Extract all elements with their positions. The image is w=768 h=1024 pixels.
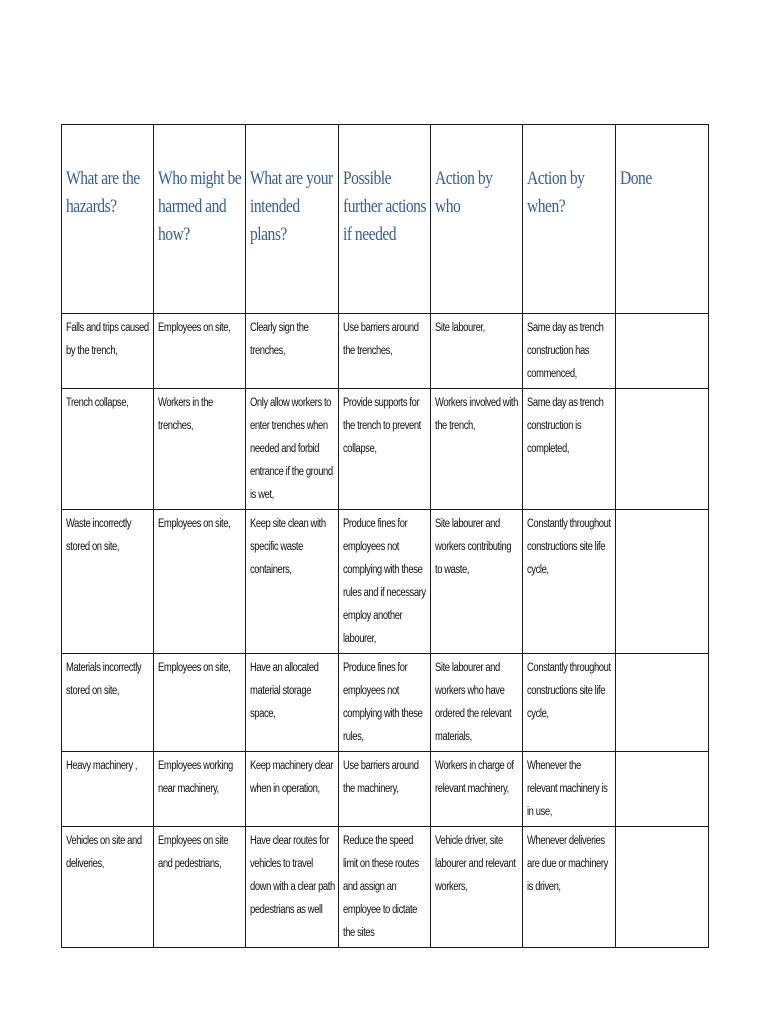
cell-hazard: Vehicles on site and deliveries, (62, 827, 154, 948)
cell-further-action: Produce fines for employees not complying with these rules and if necessary employ another labourer, (339, 510, 431, 654)
cell-action-by: Site labourer and workers who have ordered the relevant materials, (431, 654, 523, 752)
cell-hazard: Falls and trips caused by the trench, (62, 314, 154, 389)
table-row (62, 314, 709, 389)
cell-done (616, 389, 709, 510)
table-row (62, 510, 709, 654)
cell-plan: Keep site clean with specific waste containers, (246, 510, 339, 654)
cell-action-when: Same day as trench construction is completed, (523, 389, 616, 510)
cell-done (616, 314, 709, 389)
cell-further-action: Use barriers around the trenches, (339, 314, 431, 389)
cell-further-action: Produce fines for employees not complying with these rules, (339, 654, 431, 752)
cell-who: Employees on site and pedestrians, (154, 827, 246, 948)
cell-hazard: Trench collapse, (62, 389, 154, 510)
cell-plan: Have an allocated material storage space, (246, 654, 339, 752)
header-done: Done (616, 125, 709, 314)
cell-plan: Have clear routes for vehicles to travel down with a clear path pedestrians as well (246, 827, 339, 948)
cell-done (616, 827, 709, 948)
cell-who: Employees on site, (154, 314, 246, 389)
header-action-by-when: Action by when? (523, 125, 616, 314)
cell-plan: Clearly sign the trenches, (246, 314, 339, 389)
cell-action-when: Constantly throughout constructions site life cycle, (523, 654, 616, 752)
cell-done (616, 654, 709, 752)
cell-action-by: Vehicle driver, site labourer and relevant workers, (431, 827, 523, 948)
cell-action-when: Whenever deliveries are due or machinery is driven, (523, 827, 616, 948)
cell-plan: Only allow workers to enter trenches when needed and forbid entrance if the ground is wet, (246, 389, 339, 510)
cell-done (616, 510, 709, 654)
cell-action-when: Constantly throughout constructions site life cycle, (523, 510, 616, 654)
cell-hazard: Heavy machinery , (62, 752, 154, 827)
header-row (62, 125, 709, 314)
cell-further-action: Use barriers around the machinery, (339, 752, 431, 827)
cell-action-by: Workers in charge of relevant machinery, (431, 752, 523, 827)
cell-action-when: Whenever the relevant machinery is in use, (523, 752, 616, 827)
header-intended-plans: What are your intended plans? (246, 125, 339, 314)
cell-who: Employees working near machinery, (154, 752, 246, 827)
cell-done (616, 752, 709, 827)
table-row (62, 827, 709, 948)
cell-action-by: Workers involved with the trench, (431, 389, 523, 510)
cell-who: Employees on site, (154, 654, 246, 752)
cell-action-when: Same day as trench construction has commenced, (523, 314, 616, 389)
cell-hazard: Materials incorrectly stored on site, (62, 654, 154, 752)
table-row (62, 654, 709, 752)
risk-assessment-table (61, 124, 709, 948)
cell-action-by: Site labourer and workers contributing to waste, (431, 510, 523, 654)
header-further-actions: Possible further actions if needed (339, 125, 431, 314)
cell-further-action: Reduce the speed limit on these routes and assign an employee to dictate the sites (339, 827, 431, 948)
table-row (62, 389, 709, 510)
header-action-by-who: Action by who (431, 125, 523, 314)
cell-action-by: Site labourer, (431, 314, 523, 389)
header-hazards: What are the hazards? (62, 125, 154, 314)
cell-who: Workers in the trenches, (154, 389, 246, 510)
cell-plan: Keep machinery clear when in operation, (246, 752, 339, 827)
table-row (62, 752, 709, 827)
cell-who: Employees on site, (154, 510, 246, 654)
cell-hazard: Waste incorrectly stored on site, (62, 510, 154, 654)
cell-further-action: Provide supports for the trench to prevent collapse, (339, 389, 431, 510)
header-who-harmed: Who might be harmed and how? (154, 125, 246, 314)
